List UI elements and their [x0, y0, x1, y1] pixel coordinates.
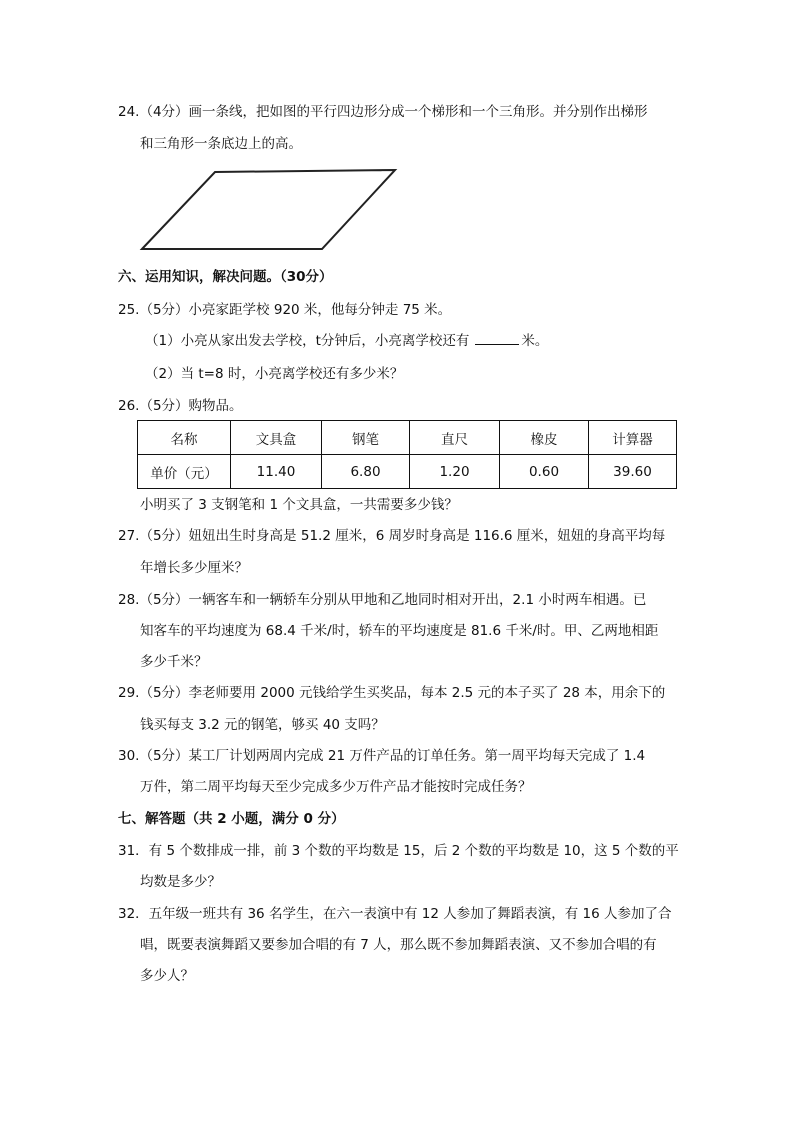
q29-text-line1: 29.（5分）李老师要用 2000 元钱给学生买奖品，每本 2.5 元的本子买了 28 本，用余下的 — [118, 685, 666, 701]
answer-blank[interactable] — [475, 332, 519, 345]
table-cell: 39.60 — [589, 455, 677, 489]
table-cell: 橡皮 — [500, 421, 589, 455]
table-header-row — [138, 421, 677, 455]
q27-text-line2: 年增长多少厘米？ — [140, 560, 248, 576]
q29-text-line2: 钱买每支 3.2 元的钢笔，够买 40 支吗？ — [140, 717, 385, 733]
section-6-heading: 六、运用知识，解决问题。（30分） — [118, 269, 333, 285]
price-table — [137, 420, 677, 489]
q27-text-line1: 27.（5分）妞妞出生时身高是 51.2 厘米，6 周岁时身高是 116.6 厘米，妞妞的身高平均每 — [118, 528, 666, 544]
table-cell: 文具盒 — [231, 421, 322, 455]
q25-sub2: （2）当 t=8 时，小亮离学校还有多少米？ — [145, 366, 404, 382]
table-row — [138, 455, 677, 489]
q30-text-line1: 30.（5分）某工厂计划两周内完成 21 万件产品的订单任务。第一周平均每天完成了 1.4 — [118, 748, 646, 764]
table-cell: 计算器 — [589, 421, 677, 455]
table-cell: 钢笔 — [322, 421, 410, 455]
section-7-heading: 七、解答题（共 2 小题，满分 0 分） — [118, 811, 345, 827]
table-cell: 0.60 — [500, 455, 589, 489]
table-cell: 11.40 — [231, 455, 322, 489]
q24-text-line1: 24.（4分）画一条线，把如图的平行四边形分成一个梯形和一个三角形。并分别作出梯形 — [118, 104, 648, 120]
table-cell: 6.80 — [322, 455, 410, 489]
q28-text-line2: 知客车的平均速度为 68.4 千米/时，轿车的平均速度是 81.6 千米/时。甲、乙两地相距 — [140, 623, 659, 639]
q25-sub1-text: （1）小亮从家出发去学校，t分钟后，小亮离学校还有 — [145, 333, 470, 349]
q32-text-line2: 唱，既要表演舞蹈又要参加合唱的有 7 人，那么既不参加舞蹈表演、又不参加合唱的有 — [140, 937, 657, 953]
q25-sub1-unit: 米。 — [521, 333, 549, 349]
q31-text-line2: 均数是多少？ — [140, 874, 221, 890]
table-cell: 1.20 — [410, 455, 500, 489]
q32-text-line1: 32．五年级一班共有 36 名学生，在六一表演中有 12 人参加了舞蹈表演，有 16 人参加了合 — [118, 906, 672, 922]
table-cell: 名称 — [138, 421, 231, 455]
q26-question: 小明买了 3 支钢笔和 1 个文具盒，一共需要多少钱？ — [140, 497, 458, 513]
table-cell: 直尺 — [410, 421, 500, 455]
q24-text-line2: 和三角形一条底边上的高。 — [140, 136, 302, 152]
q30-text-line2: 万件，第二周平均每天至少完成多少万件产品才能按时完成任务？ — [140, 779, 532, 795]
q31-text-line1: 31．有 5 个数排成一排，前 3 个数的平均数是 15，后 2 个数的平均数是 10，这 5 个数的平 — [118, 843, 679, 859]
q28-text-line3: 多少千米？ — [140, 654, 208, 670]
q25-sub1 — [145, 332, 548, 350]
table-cell: 单价（元） — [138, 455, 231, 489]
q25-text: 25.（5分）小亮家距学校 920 米，他每分钟走 75 米。 — [118, 302, 452, 318]
q28-text-line1: 28.（5分）一辆客车和一辆轿车分别从甲地和乙地同时相对开出，2.1 小时两车相遇。已 — [118, 592, 647, 608]
q26-text: 26.（5分）购物品。 — [118, 398, 243, 414]
q32-text-line3: 多少人？ — [140, 968, 194, 984]
